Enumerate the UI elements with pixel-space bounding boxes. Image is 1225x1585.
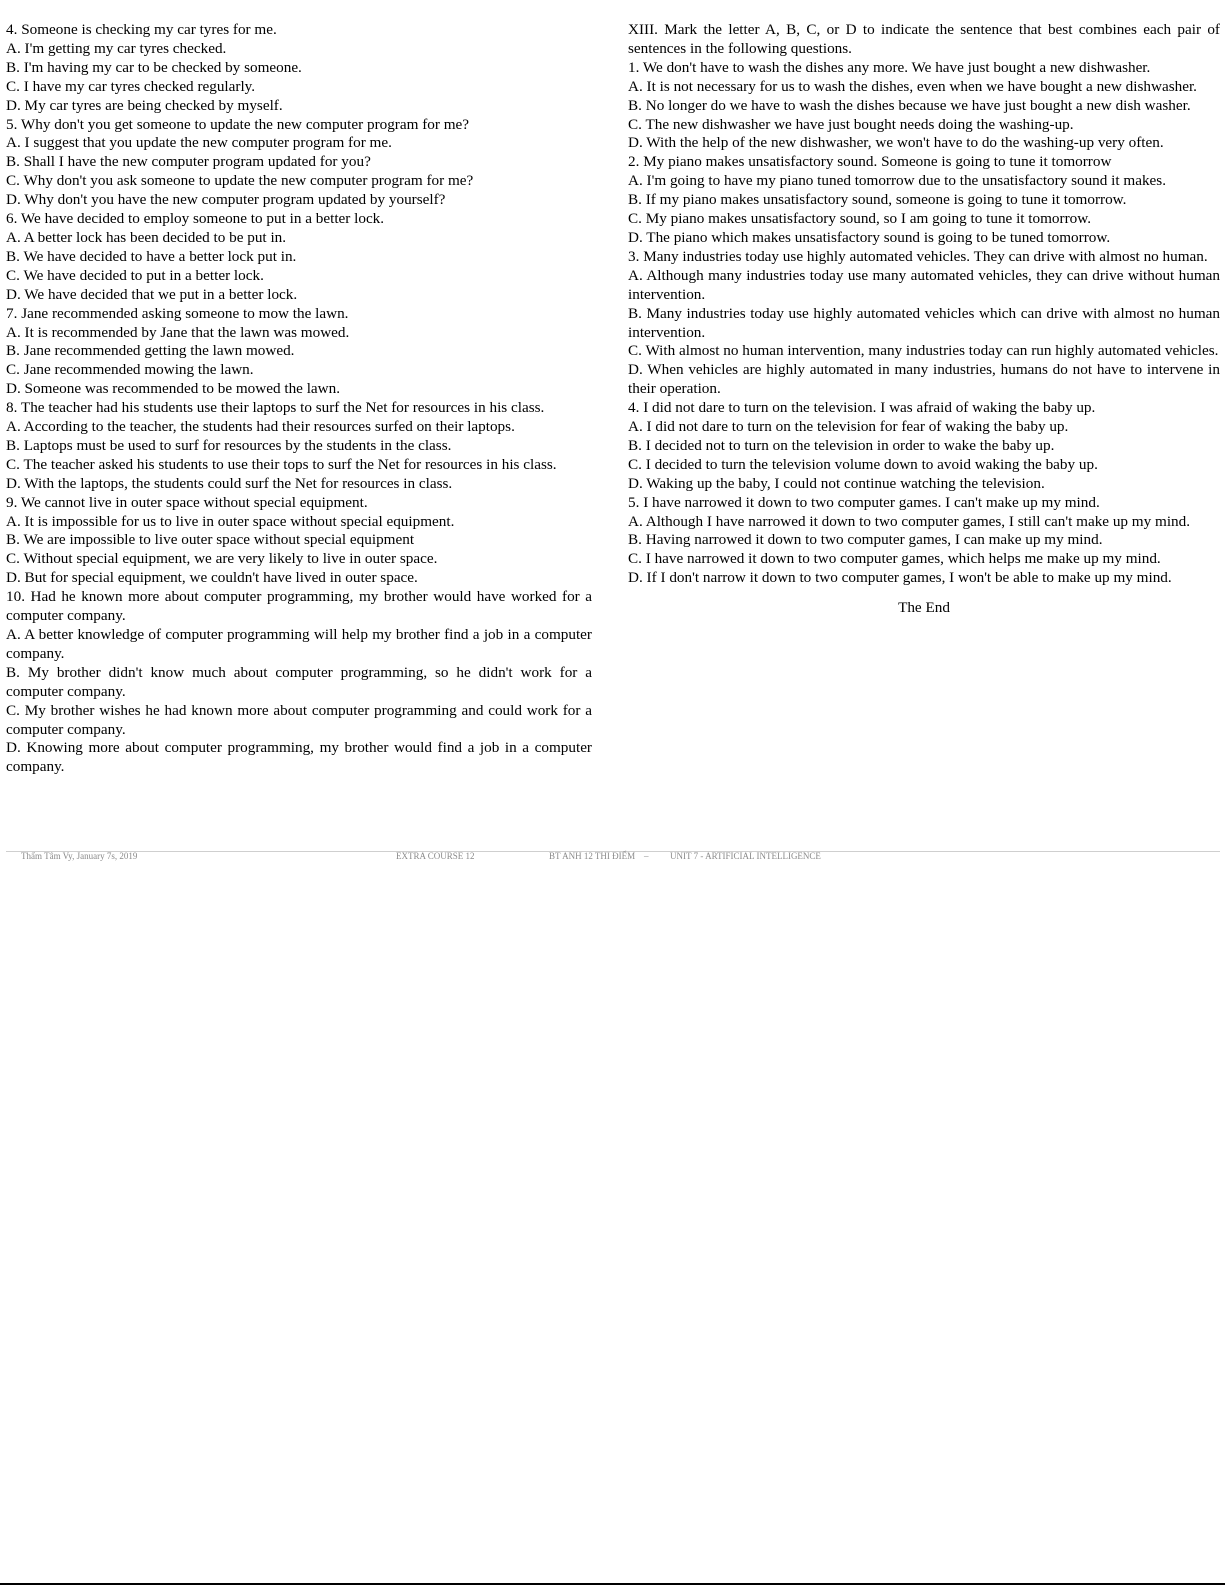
answer-option: B. Shall I have the new computer program updated for you? (6, 153, 371, 171)
answer-option: D. My car tyres are being checked by myself. (6, 96, 283, 114)
answer-option: C. The new dishwasher we have just bought needs doing the washing-up. (628, 115, 1074, 133)
answer-option: B. We have decided to have a better lock put in. (6, 247, 297, 265)
answer-option: C. My brother wishes he had known more about computer programming and could work for a computer company. (6, 701, 592, 738)
question-text: 5. I have narrowed it down to two computer games. I can't make up my mind. (628, 493, 1100, 511)
answer-option: B. I'm having my car to be checked by someone. (6, 58, 302, 76)
answer-option: B. My brother didn't know much about computer programming, so he didn't work for a computer company. (6, 663, 592, 700)
answer-option: C. Jane recommended mowing the lawn. (6, 361, 254, 379)
the-end-text: The End (898, 599, 950, 617)
question-text: 10. Had he known more about computer programming, my brother would have worked for a computer company. (6, 588, 592, 625)
answer-option: C. I decided to turn the television volume down to avoid waking the baby up. (628, 455, 1098, 473)
question-text: 7. Jane recommended asking someone to mow the lawn. (6, 304, 349, 322)
answer-option: C. I have my car tyres checked regularly. (6, 77, 256, 95)
answer-option: A. A better knowledge of computer programming will help my brother find a job in a computer company. (6, 626, 592, 662)
answer-option: B. I decided not to turn on the television in order to wake the baby up. (628, 436, 1055, 454)
answer-option: A. It is recommended by Jane that the lawn was mowed. (6, 323, 350, 341)
answer-option: B. We are impossible to live outer space without special equipment (6, 531, 415, 549)
answer-option: B. No longer do we have to wash the dishes because we have just bought a new dish washer. (628, 96, 1191, 114)
answer-option: A. It is impossible for us to live in outer space without special equipment. (6, 512, 455, 530)
question-text: 4. Someone is checking my car tyres for me. (6, 21, 277, 38)
answer-option: B. Having narrowed it down to two computer games, I can make up my mind. (628, 531, 1103, 549)
footer-subject: BT ANH 12 THI ĐIỂM (549, 851, 636, 861)
question-text: 3. Many industries today use highly automated vehicles. They can drive with almost no human. (628, 247, 1208, 265)
answer-option: C. We have decided to put in a better lock. (6, 266, 264, 284)
answer-option: B. If my piano makes unsatisfactory sound, someone is going to tune it tomorrow. (628, 191, 1127, 209)
answer-option: C. My piano makes unsatisfactory sound, so I am going to tune it tomorrow. (628, 210, 1092, 228)
answer-option: D. But for special equipment, we couldn't have lived in outer space. (6, 569, 418, 587)
answer-option: D. With the laptops, the students could surf the Net for resources in class. (6, 474, 453, 492)
question-text: 8. The teacher had his students use their laptops to surf the Net for resources in his class. (6, 399, 545, 417)
answer-option: A. I'm going to have my piano tuned tomorrow due to the unsatisfactory sound it makes. (628, 172, 1166, 190)
right-column-lines (628, 21, 1220, 588)
answer-option: A. Although I have narrowed it down to two computer games, I still can't make up my mind. (628, 512, 1191, 530)
answer-option: D. Someone was recommended to be mowed the lawn. (6, 380, 341, 398)
answer-option: D. Waking up the baby, I could not continue watching the television. (628, 474, 1045, 492)
answer-option: D. If I don't narrow it down to two computer games, I won't be able to make up my mind. (628, 569, 1172, 587)
question-text: 6. We have decided to employ someone to put in a better lock. (6, 210, 385, 228)
left-column (6, 21, 592, 777)
answer-option: C. With almost no human intervention, many industries today can run highly automated vehicles. (628, 342, 1219, 360)
footer-dash: – (644, 851, 649, 861)
answer-option: C. Without special equipment, we are very likely to live in outer space. (6, 550, 438, 568)
footer-course: EXTRA COURSE 12 (396, 851, 475, 861)
answer-option: A. I did not dare to turn on the television for fear of waking the baby up. (628, 418, 1069, 436)
answer-option: B. Many industries today use highly automated vehicles which can drive with almost no human intervention. (628, 304, 1220, 341)
answer-option: C. Why don't you ask someone to update the new computer program for me? (6, 172, 474, 190)
answer-option: A. I suggest that you update the new computer program for me. (6, 134, 392, 152)
question-text: 4. I did not dare to turn on the television. I was afraid of waking the baby up. (628, 399, 1096, 417)
answer-option: A. Although many industries today use many automated vehicles, they can drive without human intervention. (628, 266, 1220, 303)
answer-option: A. It is not necessary for us to wash the dishes, even when we have bought a new dishwasher. (628, 77, 1197, 95)
question-text: 9. We cannot live in outer space without special equipment. (6, 493, 368, 511)
right-column (628, 21, 1220, 618)
answer-option: A. A better lock has been decided to be put in. (6, 228, 287, 246)
answer-option: A. According to the teacher, the students had their resources surfed on their laptops. (6, 418, 515, 436)
answer-option: C. The teacher asked his students to use their tops to surf the Net for resources in his class. (6, 455, 557, 473)
answer-option: D. With the help of the new dishwasher, we won't have to do the washing-up very often. (628, 134, 1164, 152)
question-text: 2. My piano makes unsatisfactory sound. Someone is going to tune it tomorrow (628, 153, 1112, 171)
answer-option: D. Knowing more about computer programming, my brother would find a job in a computer company. (6, 739, 592, 776)
answer-option: B. Laptops must be used to surf for resources by the students in the class. (6, 436, 452, 454)
answer-option: B. Jane recommended getting the lawn mowed. (6, 342, 295, 360)
question-text: XIII. Mark the letter A, B, C, or D to indicate the sentence that best combines each pair of sentences in the following questions. (628, 21, 1220, 57)
footer-author-date: Thẩm Tâm Vy, January 7s, 2019 (21, 851, 138, 861)
answer-option: D. When vehicles are highly automated in many industries, humans do not have to intervene in their operation. (628, 361, 1220, 398)
footer-unit: UNIT 7 - ARTIFICIAL INTELLIGENCE (670, 851, 821, 861)
answer-option: D. Why don't you have the new computer program updated by yourself? (6, 191, 446, 209)
answer-option: D. The piano which makes unsatisfactory sound is going to be tuned tomorrow. (628, 228, 1111, 246)
answer-option: C. I have narrowed it down to two computer games, which helps me make up my mind. (628, 550, 1161, 568)
answer-option: A. I'm getting my car tyres checked. (6, 39, 227, 57)
question-text: 1. We don't have to wash the dishes any more. We have just bought a new dishwasher. (628, 58, 1151, 76)
question-text: 5. Why don't you get someone to update the new computer program for me? (6, 115, 470, 133)
answer-option: D. We have decided that we put in a better lock. (6, 285, 298, 303)
